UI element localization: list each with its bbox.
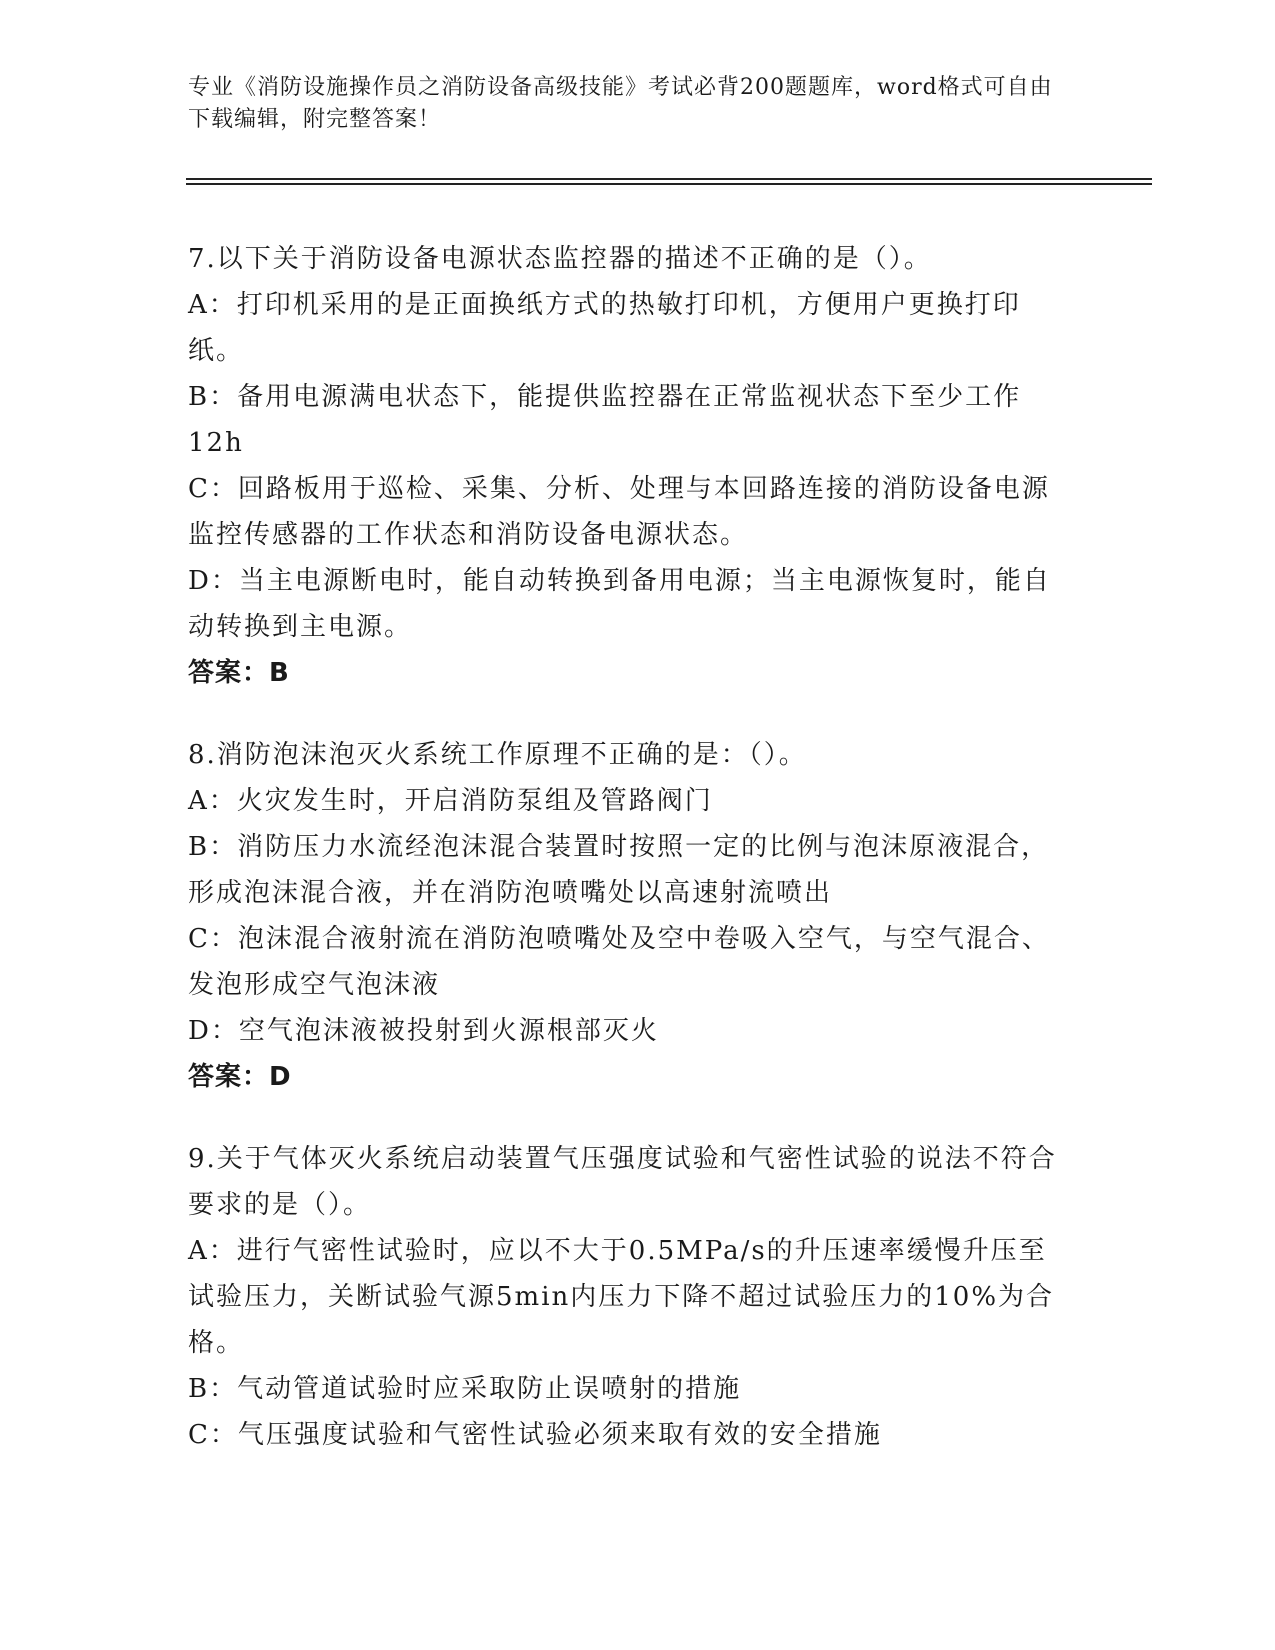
- question-9: [188, 1136, 1068, 1458]
- option-a: A：打印机采用的是正面换纸方式的热敏打印机，方便用户更换打印纸。: [188, 290, 1021, 366]
- question-stem: 7.以下关于消防设备电源状态监控器的描述不正确的是（）。: [188, 244, 932, 274]
- question-8: [188, 732, 1068, 1100]
- option-b: B：气动管道试验时应采取防止误喷射的措施: [188, 1374, 742, 1404]
- option-b: B：消防压力水流经泡沫混合装置时按照一定的比例与泡沫原液混合，形成泡沫混合液，并在消防泡喷嘴处以高速射流喷出: [188, 832, 1050, 908]
- question-stem: 9.关于气体灭火系统启动装置气压强度试验和气密性试验的说法不符合要求的是（）。: [188, 1144, 1057, 1220]
- header-divider-top: [186, 178, 1152, 180]
- document-header: 专业《消防设施操作员之消防设备高级技能》考试必背200题题库，word格式可自由下载编辑，附完整答案！: [188, 75, 1053, 132]
- option-c: C：泡沫混合液射流在消防泡喷嘴处及空中卷吸入空气，与空气混合、发泡形成空气泡沫液: [188, 924, 1050, 1000]
- question-7: [188, 236, 1068, 696]
- option-d: D：空气泡沫液被投射到火源根部灭火: [188, 1016, 659, 1046]
- option-a: A：火灾发生时，开启消防泵组及管路阀门: [188, 786, 713, 816]
- header-divider-bottom: [186, 183, 1152, 185]
- option-a: A：进行气密性试验时，应以不大于0.5MPa/s的升压速率缓慢升压至试验压力，关断试验气源5min内压力下降不超过试验压力的10%为合格。: [188, 1236, 1055, 1358]
- option-d: D：当主电源断电时，能自动转换到备用电源；当主电源恢复时，能自动转换到主电源。: [188, 566, 1051, 642]
- answer: 答案：D: [188, 1062, 292, 1092]
- answer: 答案：B: [188, 658, 290, 688]
- question-stem: 8.消防泡沫泡灭火系统工作原理不正确的是：（）。: [188, 740, 807, 770]
- option-b: B：备用电源满电状态下，能提供监控器在正常监视状态下至少工作12h: [188, 382, 1022, 458]
- option-c: C：气压强度试验和气密性试验必须来取有效的安全措施: [188, 1420, 882, 1450]
- option-c: C：回路板用于巡检、采集、分析、处理与本回路连接的消防设备电源监控传感器的工作状态和消防设备电源状态。: [188, 474, 1050, 550]
- question-list: [188, 236, 1068, 1458]
